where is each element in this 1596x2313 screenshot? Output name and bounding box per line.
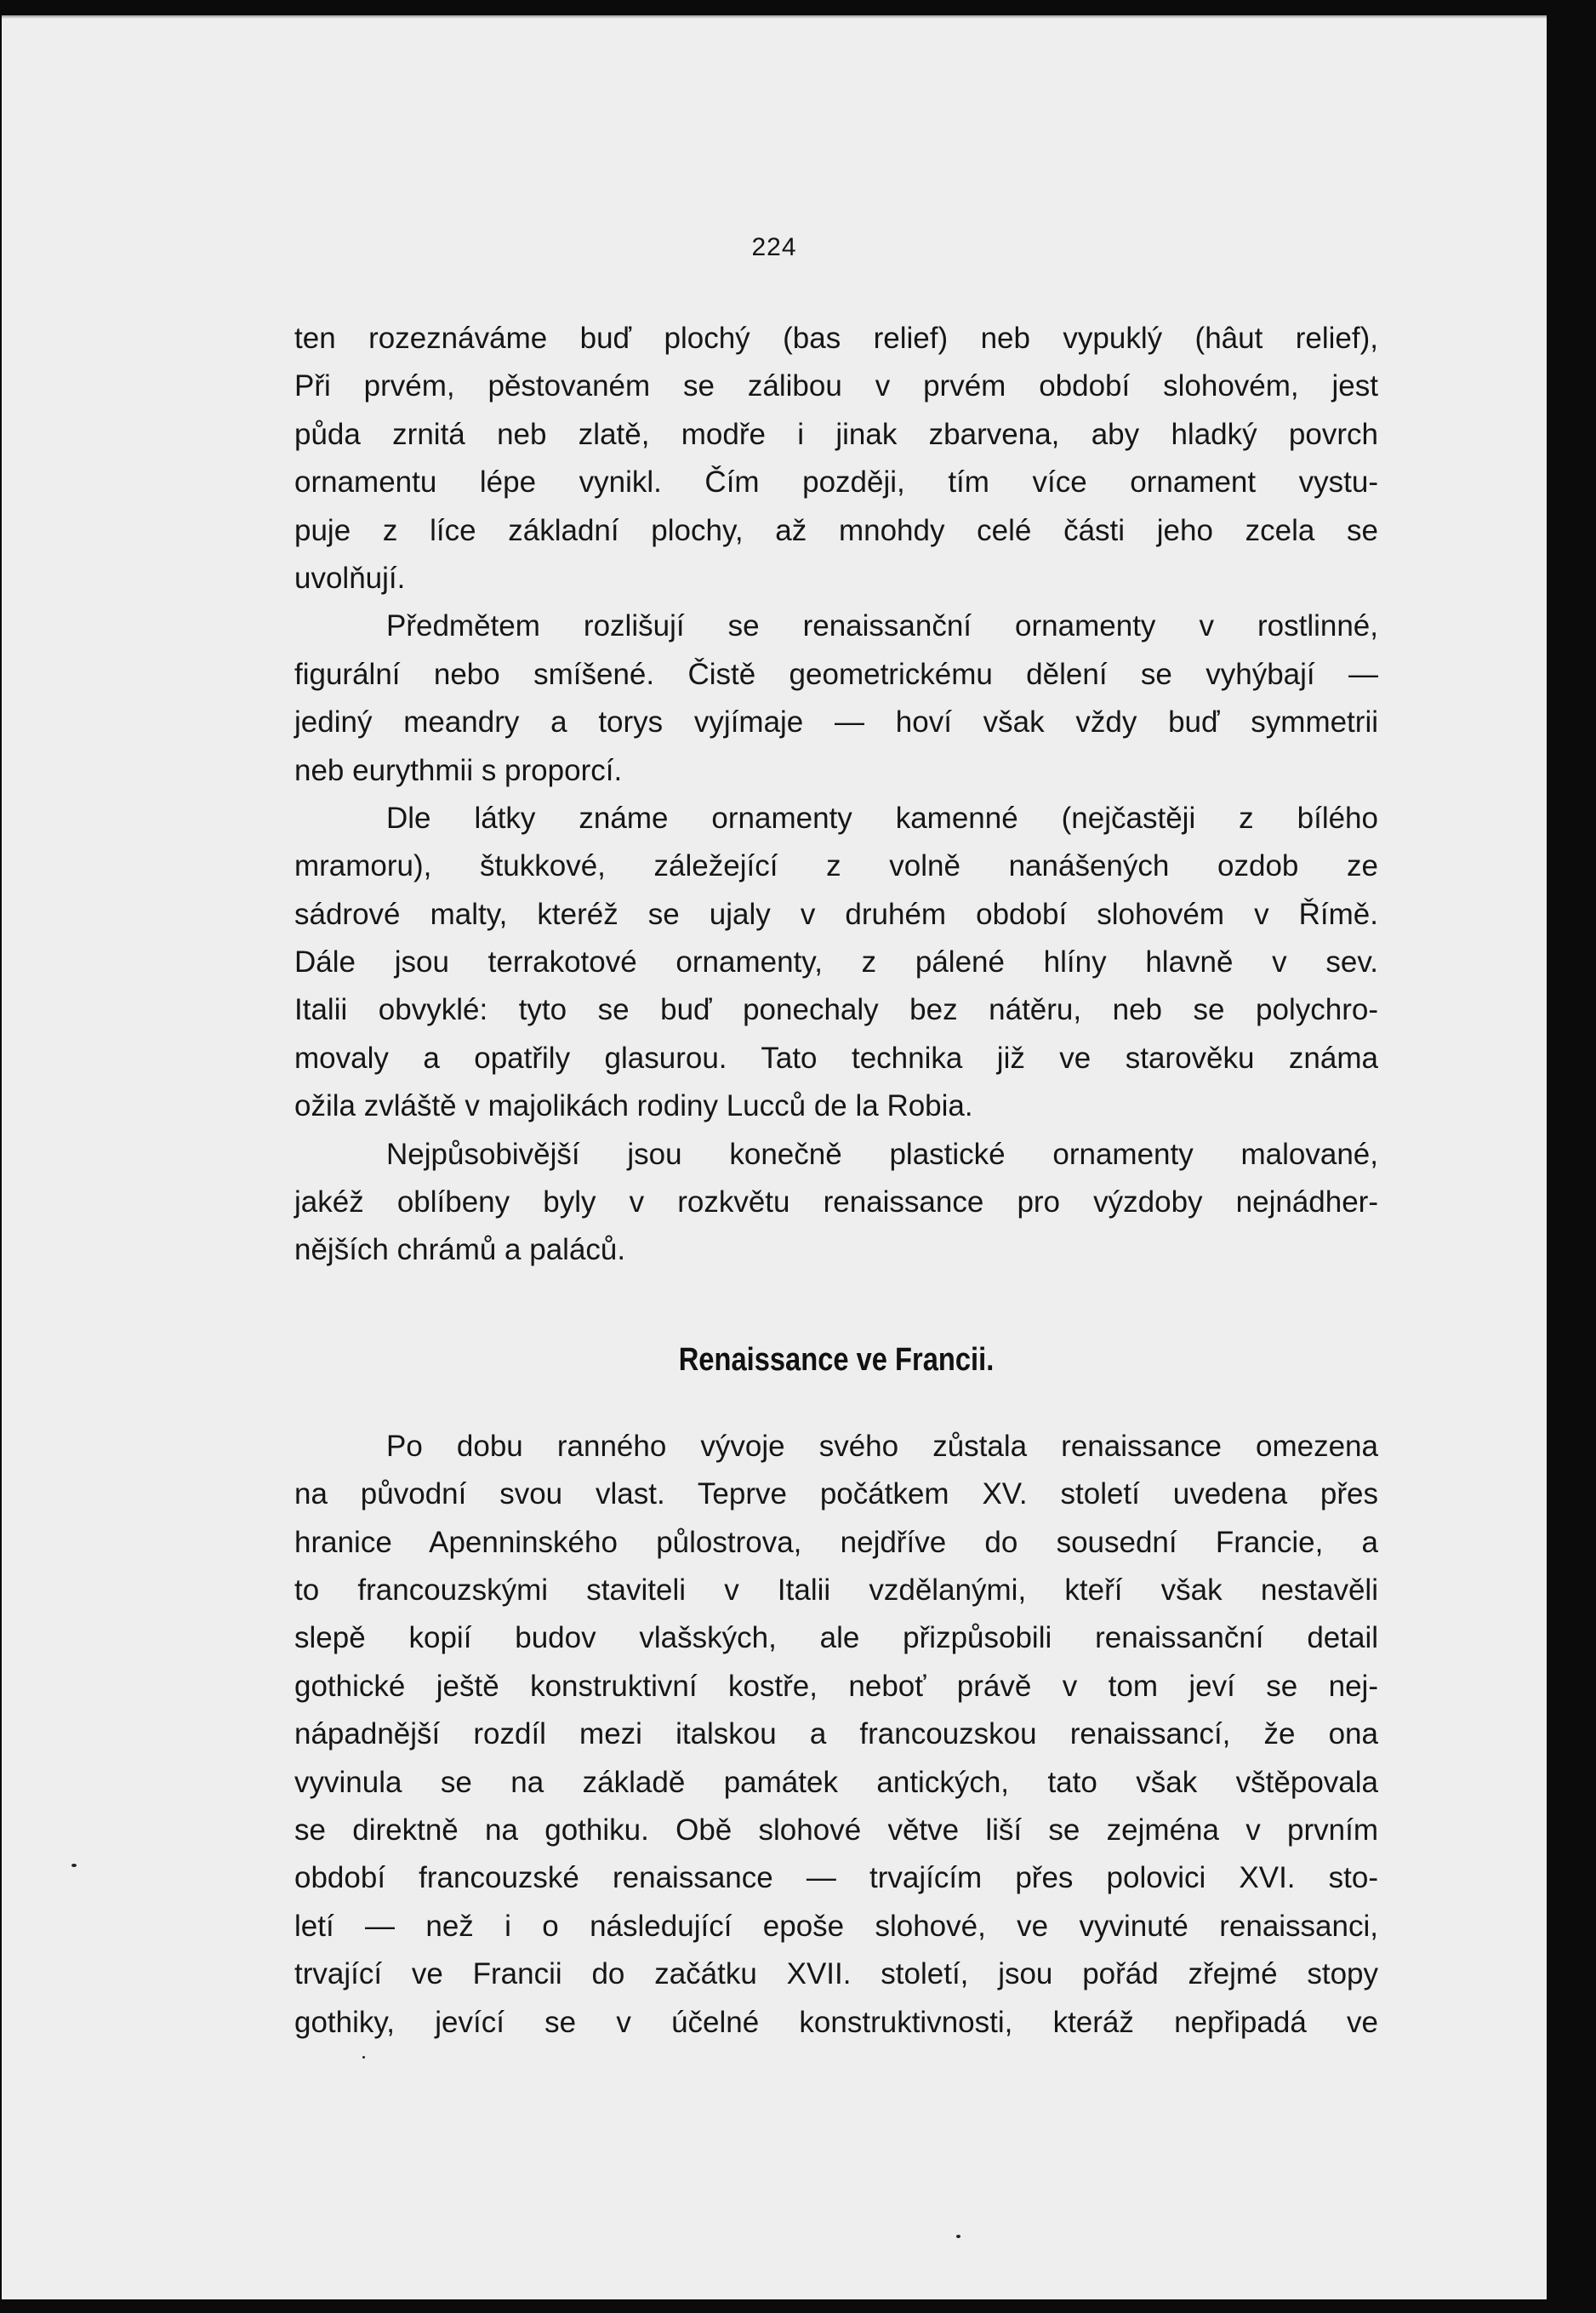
scan-speck <box>362 2056 365 2059</box>
text-line: Při prvém, pěstovaném se zálibou v prvém období slohovém, jest <box>294 369 1378 403</box>
paragraph-subject <box>294 603 1378 795</box>
text-line: ten rozeznáváme buď plochý (bas relief) neb vypuklý (hâut relief), <box>294 322 1378 355</box>
text-line: nějších chrámů a paláců. <box>294 1233 626 1267</box>
text-line: Po dobu ranného vývoje svého zůstala renaissance omezena <box>386 1429 1378 1463</box>
text-line: puje z líce základní plochy, až mnohdy celé části jeho zcela se <box>294 513 1378 547</box>
text-line: půda zrnitá neb zlatě, modře i jinak zbarvena, aby hladký povrch <box>294 417 1378 451</box>
text-line: Předmětem rozlišují se renaissanční ornamenty v rostlinné, <box>386 609 1378 643</box>
text-line: slepě kopií budov vlašských, ale přizpůsobili renaissanční detail <box>294 1621 1378 1655</box>
paragraph-material <box>294 795 1378 1131</box>
page-top-edge <box>2 15 1547 19</box>
text-line: to francouzskými staviteli v Italii vzdělanými, kteří však nestavěli <box>294 1573 1378 1607</box>
text-line: jakéž oblíbeny byly v rozkvětu renaissance pro výzdoby nejnádher- <box>294 1185 1378 1219</box>
text-line: Nejpůsobivější jsou konečně plastické ornamenty malované, <box>386 1137 1378 1171</box>
text-line: gothiky, jevící se v účelné konstruktivnosti, kteráž nepřipadá ve <box>294 2005 1378 2039</box>
text-line: se direktně na gothiku. Obě slohové větve liší se zejména v prvním <box>294 1813 1378 1847</box>
text-line: gothické ještě konstruktivní kostře, neboť právě v tom jeví se nej- <box>294 1669 1378 1703</box>
text-line: figurální nebo smíšené. Čistě geometrickému dělení se vyhýbají — <box>294 657 1378 691</box>
text-line: letí — než i o následující epoše slohové, ve vyvinuté renaissanci, <box>294 1909 1378 1943</box>
text-line: Italii obvyklé: tyto se buď ponechaly bez nátěru, neb se polychro- <box>294 993 1378 1027</box>
scanned-page <box>2 15 1547 2299</box>
text-line: vyvinula se na základě památek antických, tato však vštěpovala <box>294 1765 1378 1799</box>
page-number: 224 <box>751 233 797 261</box>
body-text <box>294 315 1378 2047</box>
scan-speck <box>71 1864 77 1867</box>
section-heading: Renaissance ve Francii. <box>678 1341 995 1378</box>
paragraph-painted <box>294 1131 1378 1275</box>
scan-speck <box>956 2235 960 2238</box>
text-line: ornamentu lépe vynikl. Čím později, tím více ornament vystu- <box>294 465 1378 500</box>
text-line: Dále jsou terrakotové ornamenty, z pálené hlíny hlavně v sev. <box>294 945 1378 979</box>
text-line: na původní svou vlast. Teprve počátkem XV. století uvedena přes <box>294 1477 1378 1511</box>
text-line: hranice Apenninského půlostrova, nejdříve do sousední Francie, a <box>294 1525 1378 1559</box>
paragraph-relief <box>294 315 1378 603</box>
text-line: mramoru), štukkové, záležející z volně nanášených ozdob ze <box>294 849 1378 883</box>
paragraph-france <box>294 1423 1378 2047</box>
text-line: jediný meandry a torys vyjímaje — hoví však vždy buď symmetrii <box>294 705 1378 740</box>
text-line: Dle látky známe ornamenty kamenné (nejčastěji z bílého <box>386 801 1378 835</box>
text-line: neb eurythmii s proporcí. <box>294 753 623 787</box>
text-line: uvolňují. <box>294 561 406 595</box>
text-line: movaly a opatřily glasurou. Tato technika již ve starověku známa <box>294 1041 1378 1075</box>
text-line: trvající ve Francii do začátku XVII. století, jsou pořád zřejmé stopy <box>294 1957 1378 1991</box>
text-line: sádrové malty, kteréž se ujaly v druhém období slohovém v Římě. <box>294 897 1378 931</box>
text-line: období francouzské renaissance — trvajícím přes polovici XVI. sto- <box>294 1861 1378 1895</box>
text-line: ožila zvláště v majolikách rodiny Lucců de la Robia. <box>294 1089 973 1123</box>
text-line: nápadnější rozdíl mezi italskou a francouzskou renaissancí, že ona <box>294 1717 1378 1751</box>
